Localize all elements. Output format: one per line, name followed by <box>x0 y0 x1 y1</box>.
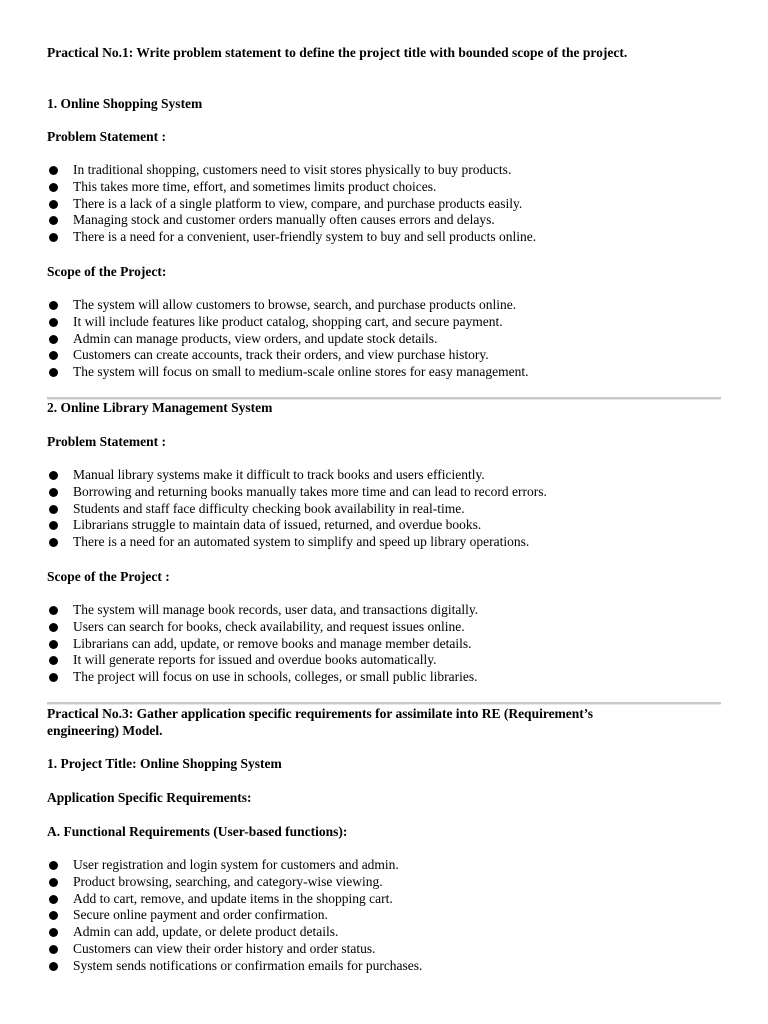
list-item: The system will allow customers to browse, search, and purchase products online. <box>47 297 529 314</box>
list-item: Product browsing, searching, and category-wise viewing. <box>47 874 422 891</box>
functional-requirements-label: A. Functional Requirements (User-based functions): <box>47 824 348 839</box>
project-1-scope-list <box>47 297 529 381</box>
practical-1-heading: Practical No.1: Write problem statement to define the project title with bounded scope of the project. <box>47 45 628 60</box>
list-item: There is a need for an automated system to simplify and speed up library operations. <box>47 534 547 551</box>
list-item: There is a need for a convenient, user-friendly system to buy and sell products online. <box>47 229 536 246</box>
project-2-scope-list <box>47 602 478 686</box>
list-item: System sends notifications or confirmation emails for purchases. <box>47 958 422 975</box>
project-2-scope-label: Scope of the Project : <box>47 569 170 584</box>
list-item: Customers can create accounts, track their orders, and view purchase history. <box>47 347 529 364</box>
app-requirements-label: Application Specific Requirements: <box>47 790 252 805</box>
project-1-problem-label: Problem Statement : <box>47 129 166 144</box>
project-2-problem-label: Problem Statement : <box>47 434 166 449</box>
list-item: Borrowing and returning books manually takes more time and can lead to record errors. <box>47 484 547 501</box>
project-1-problem-list <box>47 162 536 246</box>
list-item: The project will focus on use in schools, colleges, or small public libraries. <box>47 669 478 686</box>
list-item: User registration and login system for customers and admin. <box>47 857 422 874</box>
list-item: Librarians can add, update, or remove books and manage member details. <box>47 636 478 653</box>
list-item: The system will manage book records, user data, and transactions digitally. <box>47 602 478 619</box>
project-1-title: 1. Online Shopping System <box>47 96 203 111</box>
list-item: Manual library systems make it difficult to track books and users efficiently. <box>47 467 547 484</box>
practical-3-heading-line-2: engineering) Model. <box>47 723 163 738</box>
list-item: Admin can add, update, or delete product details. <box>47 924 422 941</box>
list-item: In traditional shopping, customers need to visit stores physically to buy products. <box>47 162 536 179</box>
list-item: The system will focus on small to medium-scale online stores for easy management. <box>47 364 529 381</box>
list-item: Add to cart, remove, and update items in the shopping cart. <box>47 891 422 908</box>
list-item: It will include features like product catalog, shopping cart, and secure payment. <box>47 314 529 331</box>
list-item: Users can search for books, check availability, and request issues online. <box>47 619 478 636</box>
list-item: Admin can manage products, view orders, and update stock details. <box>47 331 529 348</box>
practical-3-heading-line-1: Practical No.3: Gather application specific requirements for assimilate into RE (Requirement’s <box>47 706 594 721</box>
list-item: It will generate reports for issued and overdue books automatically. <box>47 652 478 669</box>
list-item: There is a lack of a single platform to view, compare, and purchase products easily. <box>47 196 536 213</box>
project-2-problem-list <box>47 467 547 551</box>
list-item: Managing stock and customer orders manually often causes errors and delays. <box>47 212 536 229</box>
list-item: Customers can view their order history and order status. <box>47 941 422 958</box>
list-item: This takes more time, effort, and sometimes limits product choices. <box>47 179 536 196</box>
list-item: Secure online payment and order confirmation. <box>47 907 422 924</box>
list-item: Librarians struggle to maintain data of issued, returned, and overdue books. <box>47 517 547 534</box>
project-1-scope-label: Scope of the Project: <box>47 264 167 279</box>
project-2-title: 2. Online Library Management System <box>47 400 273 415</box>
list-item: Students and staff face difficulty checking book availability in real-time. <box>47 501 547 518</box>
functional-requirements-list <box>47 857 422 975</box>
practical-3-project-title: 1. Project Title: Online Shopping System <box>47 756 282 771</box>
